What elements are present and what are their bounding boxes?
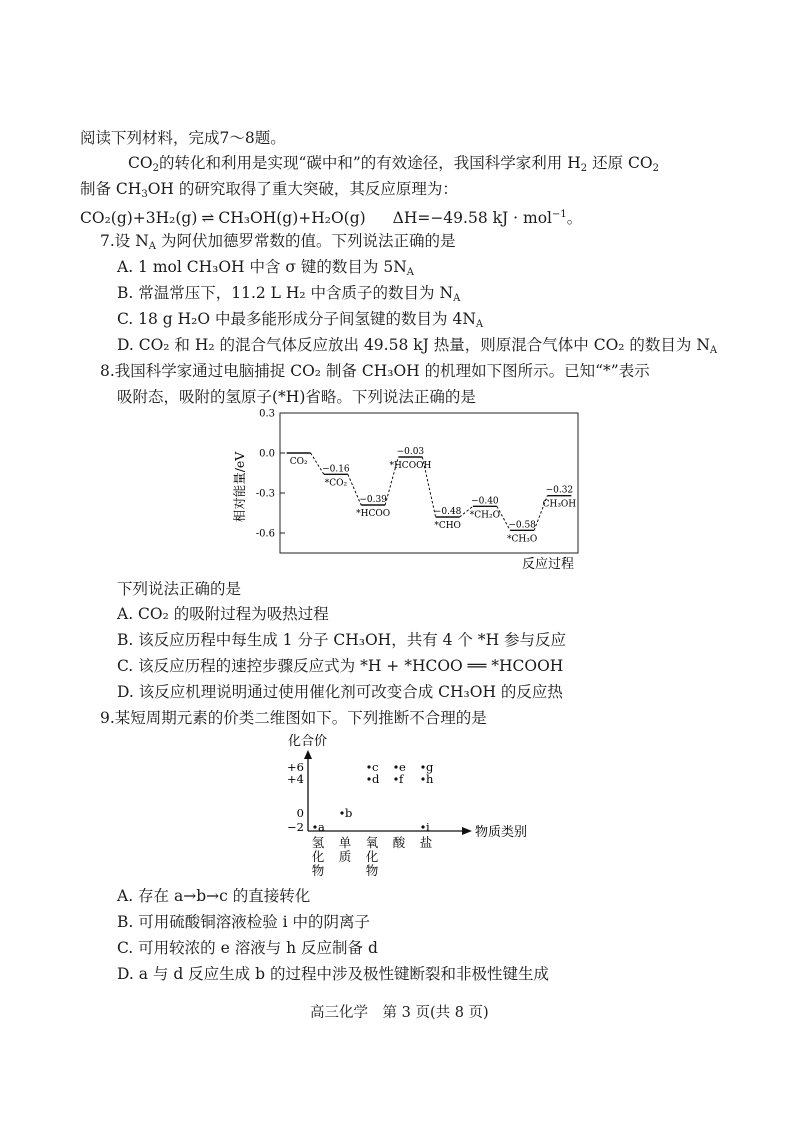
q8-option-a[interactable]: A. CO₂ 的吸附过程为吸热过程 <box>117 605 329 623</box>
energy-chart-tick-label: -0.6 <box>255 528 275 540</box>
category-label: 单质 <box>338 835 352 864</box>
point-label-a: a <box>318 820 325 834</box>
point-g <box>421 765 424 768</box>
q8-option-d[interactable]: D. 该反应机理说明通过使用催化剂可改变合成 CH₃OH 的反应热 <box>117 683 563 701</box>
point-f <box>394 777 397 780</box>
q8-option-c[interactable]: C. 该反应历程的速控步骤反应式为 *H + *HCOO ══ *HCOOH <box>117 657 564 675</box>
section-intro: 阅读下列材料，完成7～8题。 <box>80 129 286 147</box>
y-axis-arrow-icon <box>304 750 312 759</box>
point-i <box>421 825 424 828</box>
energy-value-label: −0.03 <box>396 447 425 457</box>
q9-stem: 9.某短周期元素的价类二维图如下。下列推断不合理的是 <box>100 709 487 727</box>
equilibrium-arrow: ⇌ <box>201 209 215 227</box>
point-b <box>340 811 343 814</box>
energy-value-label: −0.39 <box>359 495 387 505</box>
energy-value-label: −0.32 <box>545 485 574 496</box>
species-label: *CH₃O <box>507 534 538 545</box>
category-label: 盐 <box>419 835 433 850</box>
point-label-h: h <box>426 772 434 786</box>
valence-tick-label: +6 <box>287 760 304 774</box>
energy-profile-chart <box>230 405 590 575</box>
q9-option-c[interactable]: C. 可用较浓的 e 溶液与 h 反应制备 d <box>117 939 378 957</box>
q9-option-a[interactable]: A. 存在 a→b→c 的直接转化 <box>117 887 311 905</box>
q8-stem-line-2: 吸附态，吸附的氢原子(*H)省略。下列说法正确的是 <box>117 388 476 406</box>
valence-chart-x-label: 物质类别 <box>475 825 528 840</box>
species-label: *CO₂ <box>324 478 348 489</box>
q7-option-d[interactable]: D. CO₂ 和 H₂ 的混合气体反应放出 49.58 kJ 热量，则原混合气体中 CO₂ 的数目为 $N_A$ <box>117 336 718 356</box>
q8-option-b[interactable]: B. 该反应历程中每生成 1 分子 CH₃OH，共有 4 个 *H 参与反应 <box>117 631 567 649</box>
energy-chart-tick-label: -0.3 <box>255 488 275 500</box>
q9-option-d[interactable]: D. a 与 d 反应生成 b 的过程中涉及极性键断裂和非极性键生成 <box>117 965 549 983</box>
q7-option-a[interactable]: A. 1 mol CH₃OH 中含 σ 键的数目为 $5N_A$ <box>117 258 415 278</box>
species-label: *HCOOH <box>389 461 432 471</box>
valence-tick-label: +4 <box>287 772 304 786</box>
point-label-i: i <box>426 820 430 834</box>
energy-chart-tick-label: 0.0 <box>259 448 275 460</box>
point-c <box>367 765 370 768</box>
species-label: *CHO <box>434 521 461 531</box>
energy-value-label: −0.16 <box>322 464 350 475</box>
material-paragraph-line-1: $CO_2$的转化和利用是实现“碳中和”的有效途径，我国科学家利用 $H_2$ 还原 $CO_2$ <box>128 154 659 174</box>
valence-tick-label: −2 <box>287 820 304 834</box>
species-label: *CH₂O <box>469 510 500 521</box>
q7-option-b[interactable]: B. 常温常压下，11.2 L H₂ 中含质子的数目为 $N_A$ <box>117 284 461 304</box>
reaction-equation: CO₂(g)+3H₂(g) ⇌ CH₃OH(g)+H₂O(g) ΔH=−49.58 kJ · mol$^{-1}$。 <box>80 209 583 227</box>
valence-tick-label: 0 <box>296 806 304 820</box>
q9-option-b[interactable]: B. 可用硫酸铜溶液检验 i 中的阴离子 <box>117 913 371 931</box>
point-label-f: f <box>399 772 404 786</box>
energy-chart-y-label: 相对能量/eV <box>232 451 247 523</box>
x-axis-arrow-icon <box>462 827 472 835</box>
species-label: CH₃OH <box>542 499 577 510</box>
material-paragraph-line-2: 制备 $CH_3OH$ 的研究取得了重大突破，其反应原理为： <box>80 180 458 200</box>
point-label-c: c <box>372 760 379 774</box>
category-label: 氧化物 <box>365 835 379 878</box>
valence-chart-y-label: 化合价 <box>288 734 328 749</box>
page-footer: 高三化学 第 3 页(共 8 页) <box>310 1005 489 1021</box>
point-e <box>394 765 397 768</box>
energy-chart-tick-label: 0.3 <box>259 408 275 420</box>
point-h <box>421 777 424 780</box>
point-label-g: g <box>426 760 434 774</box>
energy-value-label: −0.58 <box>508 520 536 531</box>
energy-value-label: −0.48 <box>433 507 462 517</box>
q7-stem: 7.设 $N_A$ 为阿伏加德罗常数的值。下列说法正确的是 <box>100 232 456 252</box>
category-label: 氢化物 <box>311 835 325 878</box>
point-a <box>313 825 316 828</box>
energy-value-label: −0.40 <box>471 496 499 507</box>
point-d <box>367 777 370 780</box>
q8-post-stem: 下列说法正确的是 <box>117 580 242 598</box>
point-label-e: e <box>399 760 406 774</box>
species-label: CO₂ <box>289 457 308 467</box>
point-label-b: b <box>345 806 353 820</box>
point-label-d: d <box>372 772 380 786</box>
q8-stem-line-1: 8.我国科学家通过电脑捕捉 CO₂ 制备 CH₃OH 的机理如下图所示。已知“*”表示 <box>100 362 650 380</box>
valence-type-chart <box>280 730 560 880</box>
category-label: 酸 <box>392 835 406 850</box>
energy-chart-x-label: 反应过程 <box>521 557 574 572</box>
species-label: *HCOO <box>356 509 391 519</box>
q7-option-c[interactable]: C. 18 g H₂O 中最多能形成分子间氢键的数目为 $4N_A$ <box>117 310 484 330</box>
